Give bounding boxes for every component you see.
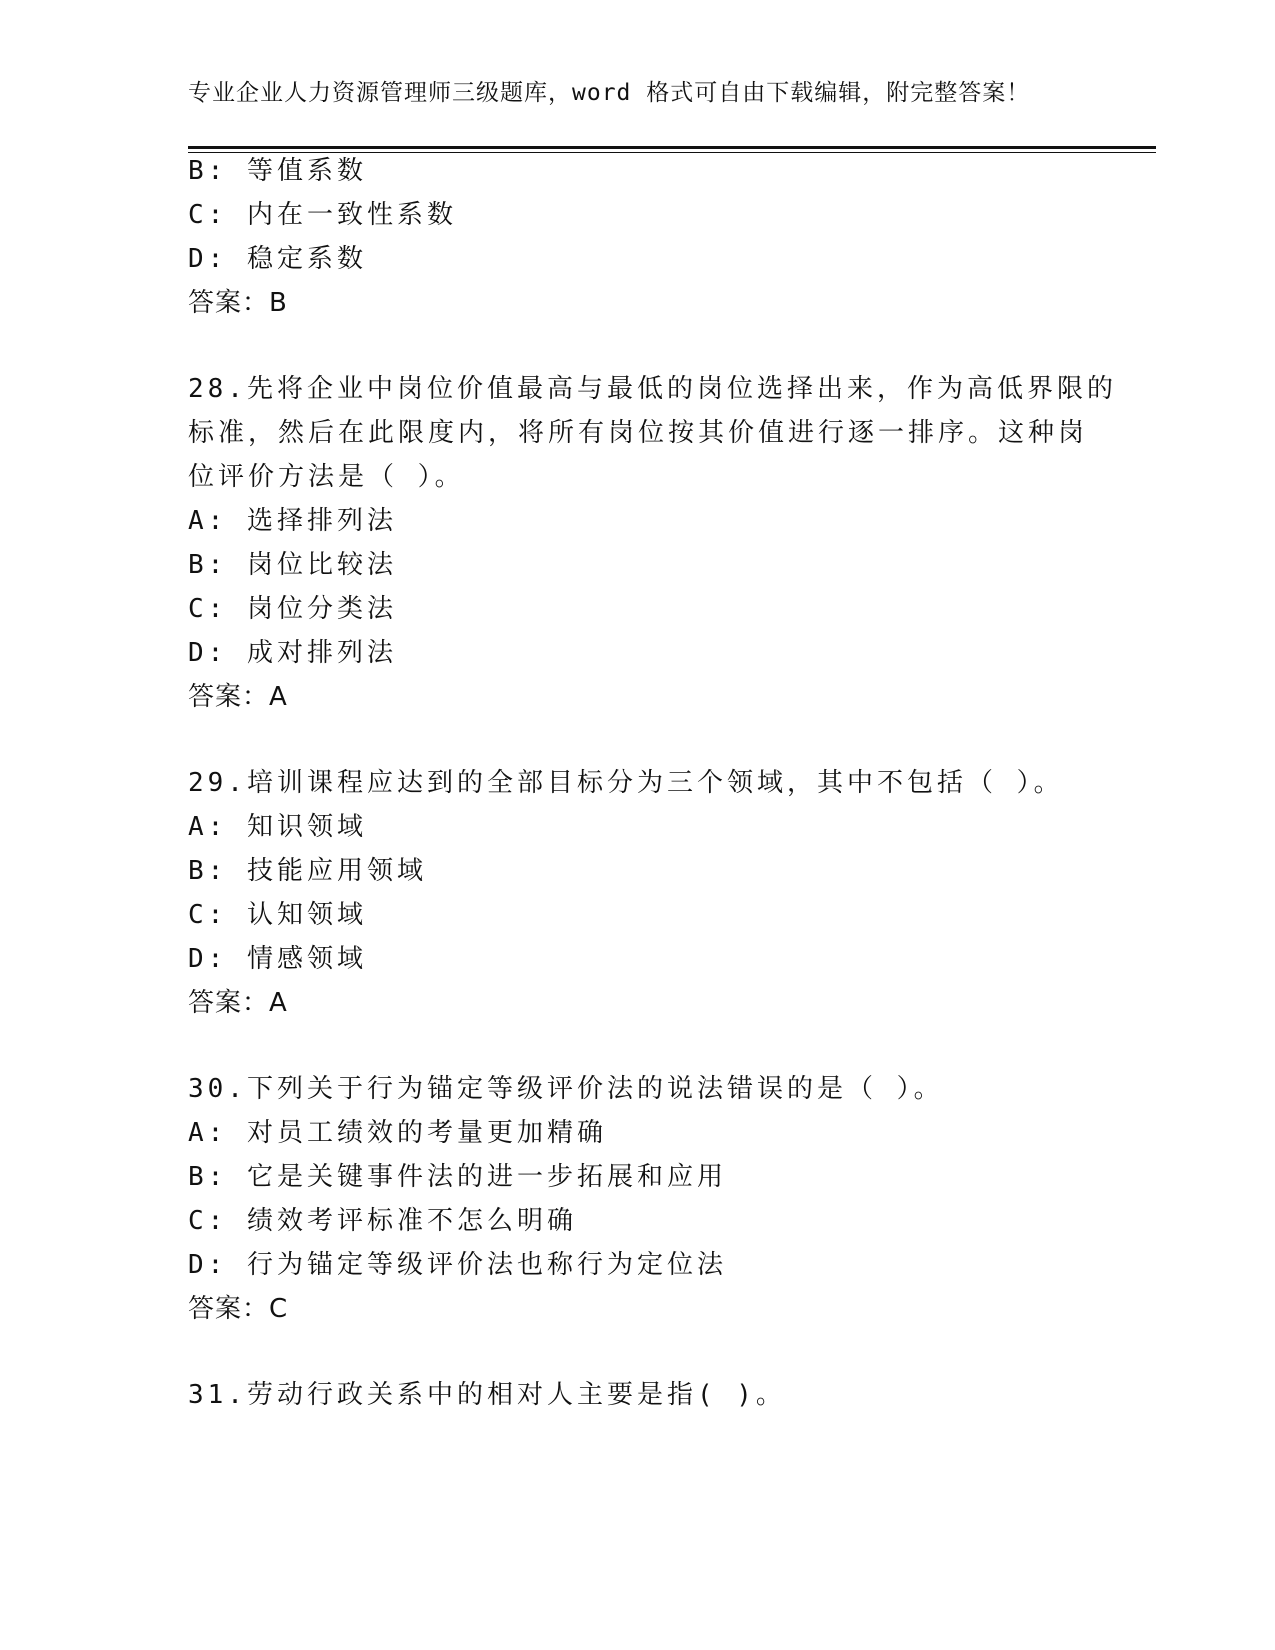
- q28-stem-line-1: 28.先将企业中岗位价值最高与最低的岗位选择出来，作为高低界限的: [188, 374, 1117, 404]
- q30-option-d: D: 行为锚定等级评价法也称行为定位法: [188, 1250, 727, 1280]
- header-rule-thick: [188, 146, 1156, 149]
- page-header: 专业企业人力资源管理师三级题库，word 格式可自由下载编辑，附完整答案！: [188, 80, 1031, 106]
- q28-option-c: C: 岗位分类法: [188, 594, 397, 624]
- q31-stem-line-1: 31.劳动行政关系中的相对人主要是指( )。: [188, 1380, 786, 1410]
- q29-stem-line-1: 29.培训课程应达到的全部目标分为三个领域，其中不包括（ ）。: [188, 768, 1064, 798]
- q28-stem-line-2: 标准，然后在此限度内，将所有岗位按其价值进行逐一排序。这种岗: [188, 418, 1089, 448]
- q29-option-c: C: 认知领域: [188, 900, 367, 930]
- q29-option-d: D: 情感领域: [188, 944, 367, 974]
- q28-answer: 答案：A: [188, 682, 288, 712]
- q28-option-d: D: 成对排列法: [188, 638, 397, 668]
- q30-option-c: C: 绩效考评标准不怎么明确: [188, 1206, 577, 1236]
- header-rule-thin: [188, 152, 1156, 153]
- q29-answer: 答案：A: [188, 988, 288, 1018]
- q28-option-b: B: 岗位比较法: [188, 550, 397, 580]
- q28-stem-line-3: 位评价方法是（ ）。: [188, 462, 465, 492]
- q30-option-b: B: 它是关键事件法的进一步拓展和应用: [188, 1162, 727, 1192]
- q27-option-c: C: 内在一致性系数: [188, 200, 457, 230]
- q27-option-b: B: 等值系数: [188, 156, 367, 186]
- q29-option-a: A: 知识领域: [188, 812, 367, 842]
- q27-answer: 答案：B: [188, 288, 288, 318]
- q30-answer: 答案：C: [188, 1294, 289, 1324]
- q30-stem-line-1: 30.下列关于行为锚定等级评价法的说法错误的是（ ）。: [188, 1074, 944, 1104]
- q28-option-a: A: 选择排列法: [188, 506, 397, 536]
- q29-option-b: B: 技能应用领域: [188, 856, 427, 886]
- q27-option-d: D: 稳定系数: [188, 244, 367, 274]
- q30-option-a: A: 对员工绩效的考量更加精确: [188, 1118, 607, 1148]
